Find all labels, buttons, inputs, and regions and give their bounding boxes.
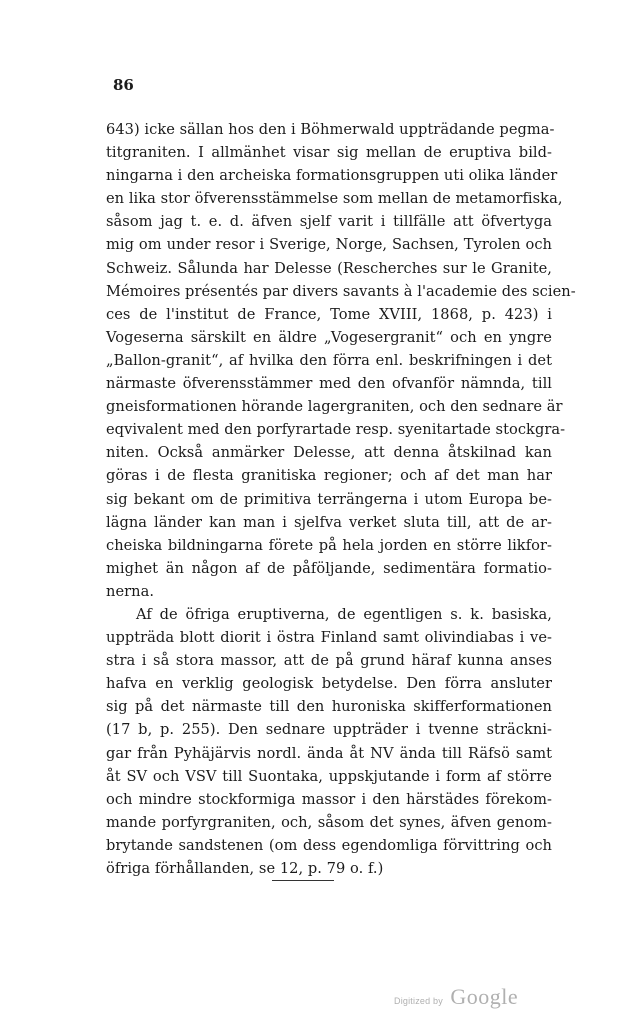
text-line: gneisformationen hörande lagergraniten, och den sednare är <box>106 398 563 416</box>
watermark-brand: Google <box>450 984 519 1009</box>
text-line: Mémoires présentés par divers savants à l'academie des scien- <box>106 282 576 300</box>
text-line: „Ballon-granit“, af hvilka den förra enl. beskrifningen i det <box>106 351 552 369</box>
text-line: brytande sandstenen (om dess egendomliga förvittring och <box>106 836 552 854</box>
text-line: hafva en verklig geologisk betydelse. Den förra ansluter <box>106 675 552 693</box>
text-line: sig på det närmaste till den huroniska skifferformationen <box>106 698 552 716</box>
text-line: öfriga förhållanden, se 12, p. 79 o. f.) <box>106 860 384 877</box>
text-line: en lika stor öfverensstämmelse som mellan de metamorfiska, <box>106 190 563 208</box>
text-line: cheiska bildningarna förete på hela jorden en större likfor- <box>106 536 552 554</box>
text-line: Vogeserna särskilt en äldre „Vogesergranit“ och en yngre <box>106 328 552 346</box>
text-line: ces de l'institut de France, Tome XVIII, 1868, p. 423) i <box>106 305 552 323</box>
text-line: eqvivalent med den porfyrartade resp. syenitartade stockgra- <box>106 421 566 439</box>
watermark-prefix: Digitized by <box>394 996 443 1006</box>
text-line: mighet än någon af de påföljande, sedimentära formatio- <box>106 559 552 577</box>
text-line: mig om under resor i Sverige, Norge, Sachsen, Tyrolen och <box>106 236 552 254</box>
text-line: (17 b, p. 255). Den sednare uppträder i tvenne sträckni- <box>106 721 552 739</box>
text-line: såsom jag t. e. d. äfven sjelf varit i tillfälle att öfvertyga <box>106 213 552 231</box>
text-line: gar från Pyhäjärvis nordl. ända åt NV ända till Räfsö samt <box>106 744 552 762</box>
body-text <box>106 118 576 880</box>
text-line: göras i de flesta granitiska regioner; och af det man har <box>106 467 552 485</box>
text-line: närmaste öfverensstämmer med den ofvanför nämnda, till <box>106 375 552 393</box>
digitized-by-watermark <box>394 984 518 1010</box>
text-line: lägna länder kan man i sjelfva verket sluta till, att de ar- <box>106 513 552 531</box>
text-line: mande porfyrgraniten, och, såsom det synes, äfven genom- <box>106 813 552 831</box>
text-line: uppträda blott diorit i östra Finland samt olivindiabas i ve- <box>106 629 552 647</box>
text-line: Schweiz. Sålunda har Delesse (Rescherches sur le Granite, <box>106 259 552 277</box>
text-line: stra i så stora massor, att de på grund häraf kunna anses <box>106 652 552 670</box>
text-line: titgraniten. I allmänhet visar sig mellan de eruptiva bild- <box>106 144 552 162</box>
text-line: Af de öfriga eruptiverna, de egentligen s. k. basiska, <box>136 605 552 623</box>
page-number: 86 <box>113 76 134 94</box>
text-line: niten. Också anmärker Delesse, att denna åtskilnad kan <box>106 444 552 462</box>
text-line: nerna. <box>106 582 155 600</box>
section-divider <box>272 880 334 881</box>
text-line: ningarna i den archeiska formationsgruppen uti olika länder <box>106 167 558 185</box>
text-line: sig bekant om de primitiva terrängerna i utom Europa be- <box>106 490 552 508</box>
text-line: och mindre stockformiga massor i den härstädes förekom- <box>106 790 552 808</box>
text-line: åt SV och VSV till Suontaka, uppskjutande i form af större <box>106 767 552 785</box>
text-line: 643) icke sällan hos den i Böhmerwald uppträdande pegma- <box>106 121 555 138</box>
